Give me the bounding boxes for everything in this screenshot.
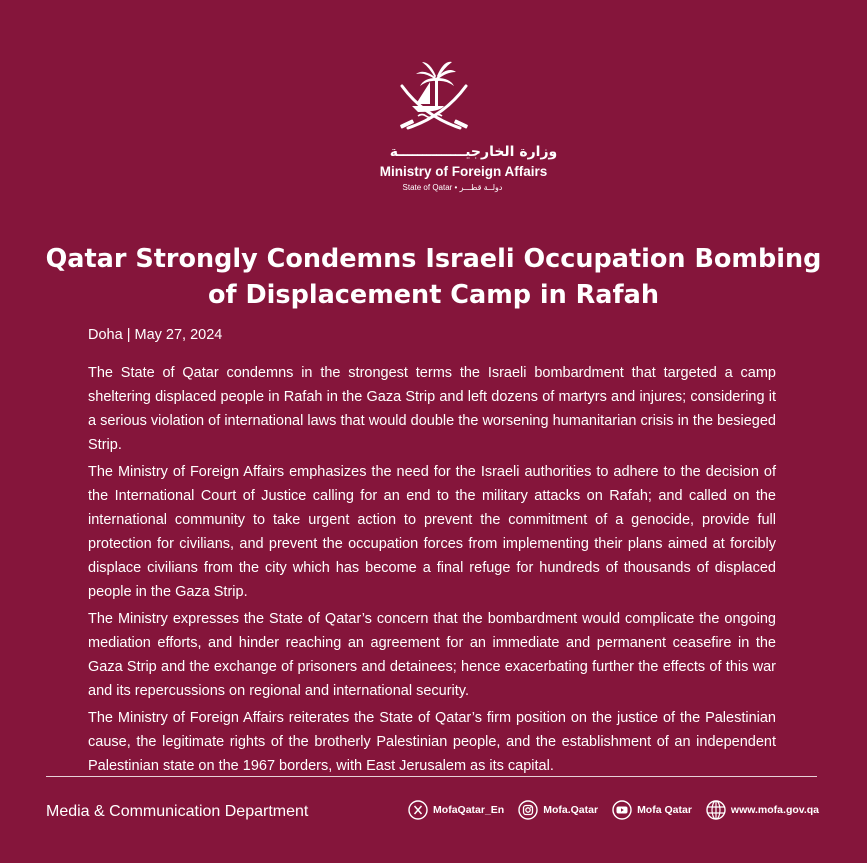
social-label: Mofa.Qatar: [543, 804, 599, 816]
globe-icon: [706, 800, 726, 820]
paragraph: The State of Qatar condemns in the strongest terms the Israeli bombardment that targeted a camp sheltering displaced people in Rafah in the Gaza Strip and left dozens of martyrs and injures; considering it a serious violation of international laws that would double the worsening humanitarian crisis in the besieged Strip.: [88, 365, 776, 453]
ministry-logo: [0, 60, 867, 192]
ministry-name: Ministry of Foreign Affairs: [379, 164, 548, 179]
social-label: www.mofa.gov.qa: [730, 804, 819, 816]
paragraph: The Ministry expresses the State of Qatar’s concern that the bombardment would complicate the ongoing mediation efforts, and hinder reaching an agreement for an immediate and permanent ceasefire in the Gaza Strip and the exchange of prisoners and detainees; hence exacerbating further the effects of this war and its repercussions on regional and international security.: [88, 611, 776, 699]
department-name: Media & Communication Department: [46, 803, 309, 820]
social-label: Mofa Qatar: [637, 804, 692, 816]
paragraph: The Ministry of Foreign Affairs reiterates the State of Qatar’s firm position on the justice of the Palestinian cause, the legitimate rights of the brotherly Palestinian people, and the establishment of an independent Palestinian state on the 1967 borders, with East Jerusalem as its capital.: [88, 710, 776, 774]
state-line: State of Qatar • دولــة قطـــر: [402, 183, 503, 192]
social-links: [408, 800, 819, 820]
social-label: MofaQatar_En: [433, 804, 505, 816]
instagram-icon: [518, 800, 538, 820]
article-title: Qatar Strongly Condemns Israeli Occupation Bombing of Displacement Camp in Rafah: [45, 244, 822, 311]
dateline: Doha | May 27, 2024: [88, 327, 223, 343]
article-body: [88, 361, 776, 781]
footer-divider: [46, 776, 817, 777]
social-link-x[interactable]: [408, 800, 504, 820]
social-link-youtube[interactable]: [612, 800, 692, 820]
social-link-instagram[interactable]: [518, 800, 598, 820]
x-icon: [408, 800, 428, 820]
social-link-website[interactable]: [706, 800, 819, 820]
youtube-icon: [612, 800, 632, 820]
ministry-arabic-name: وزارة الخارجيــــــــــــــة: [389, 144, 558, 160]
qatar-emblem-icon: [394, 60, 474, 136]
paragraph: The Ministry of Foreign Affairs emphasizes the need for the Israeli authorities to adhere to the decision of the International Court of Justice calling for an end to the military attacks on Rafah; and called on the international community to take urgent action to prevent the commitment of a genocide, provide full protection for civilians, and prevent the occupation forces from implementing their plans aimed at forcibly displace civilians from the city which has become a final refuge for hundreds of thousands of displaced people in the Gaza Strip.: [88, 464, 776, 600]
